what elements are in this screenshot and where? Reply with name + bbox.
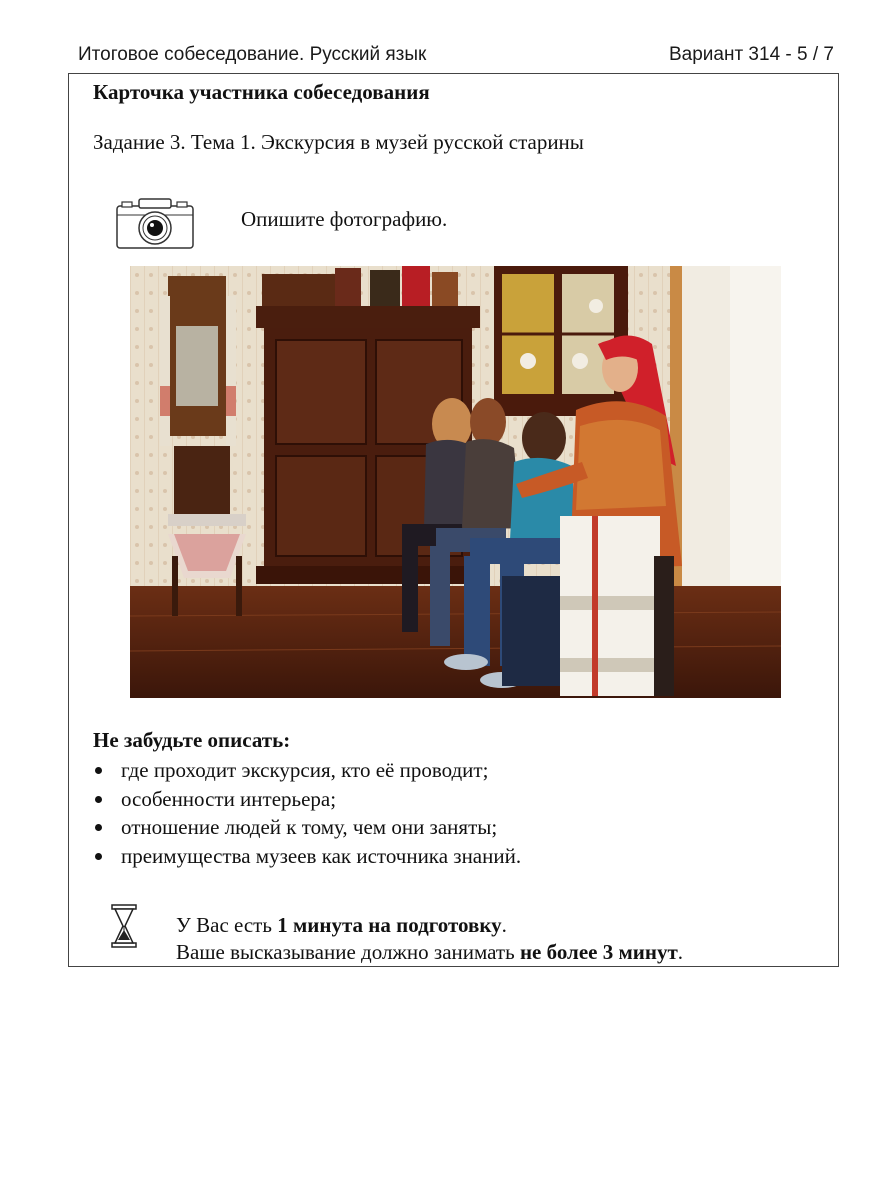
prep-duration: 1 минута на подготовку	[277, 913, 502, 937]
page-header	[78, 44, 834, 70]
answer-suffix: .	[677, 940, 684, 964]
checklist-item: особенности интерьера;	[93, 785, 521, 814]
checklist-item: где проходит экскурсия, кто её проводит;	[93, 756, 521, 785]
task-title: Задание 3. Тема 1. Экскурсия в музей русской старины	[93, 130, 584, 154]
card-title: Карточка участника собеседования	[93, 80, 430, 104]
checklist	[93, 756, 521, 870]
prep-suffix: .	[501, 913, 507, 937]
answer-duration: не более 3 минут	[519, 940, 678, 964]
header-variant-page: Вариант 314 - 5 / 7	[668, 44, 834, 65]
checklist-item: преимущества музеев как источника знаний.	[93, 842, 521, 871]
hourglass-icon	[111, 904, 137, 948]
timing-note	[176, 912, 683, 966]
prep-prefix: У Вас есть	[176, 913, 278, 937]
museum-excursion-photo	[130, 266, 781, 698]
checklist-item: отношение людей к тому, чем они заняты;	[93, 813, 521, 842]
participant-card	[68, 73, 839, 967]
answer-time-line	[176, 939, 683, 966]
instruction-text: Опишите фотографию.	[241, 207, 448, 231]
camera-icon	[115, 196, 195, 250]
answer-prefix: Ваше высказывание должно занимать	[176, 940, 520, 964]
prep-time-line	[176, 912, 683, 939]
checklist-title: Не забудьте описать:	[93, 728, 291, 752]
header-exam-title: Итоговое собеседование. Русский язык	[78, 44, 427, 65]
